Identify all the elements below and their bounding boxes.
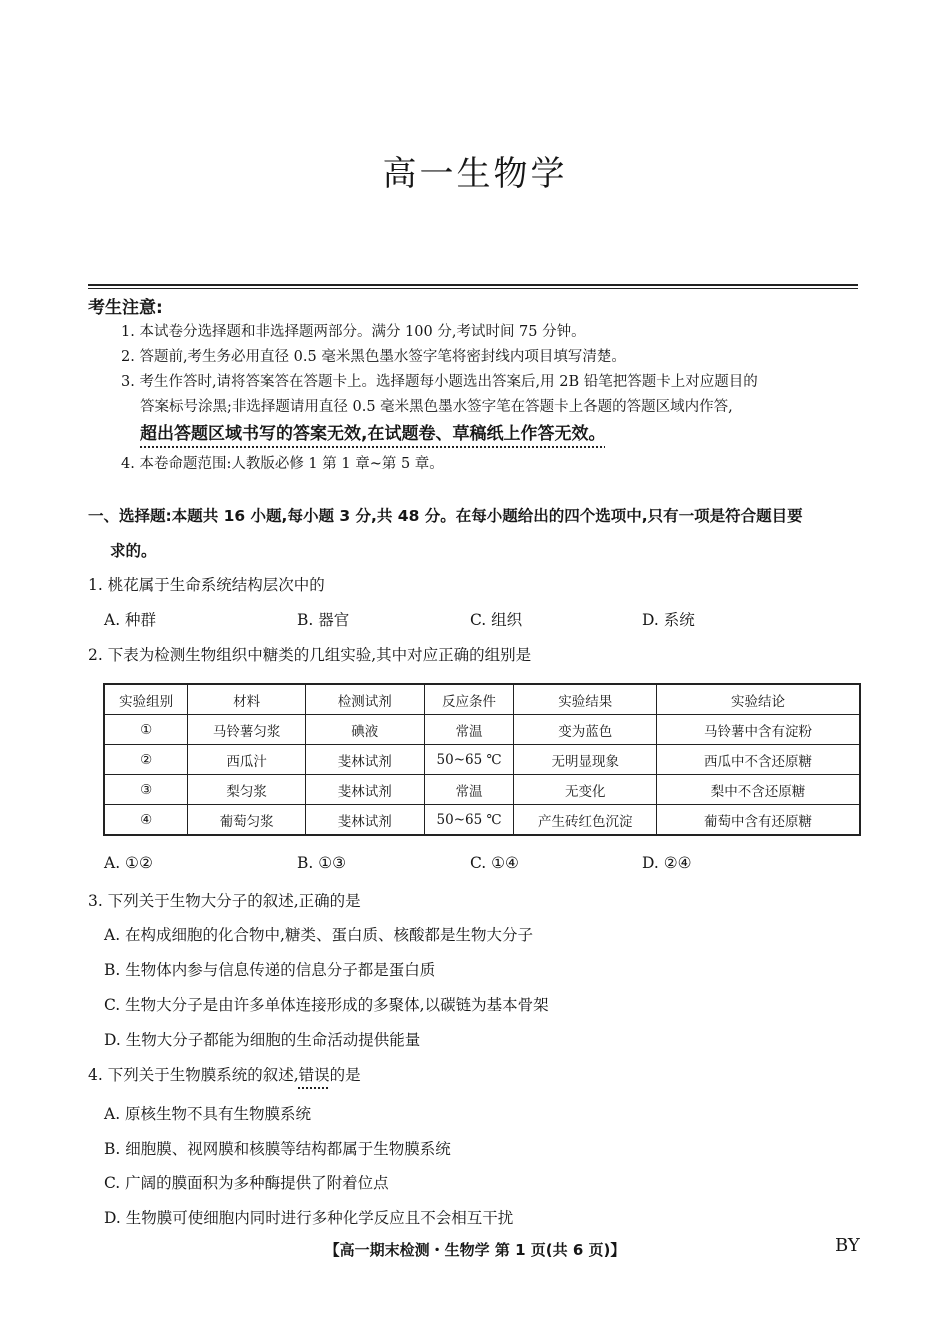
table-cell: 无变化 bbox=[514, 775, 657, 805]
table-cell: 梨匀浆 bbox=[188, 775, 306, 805]
table-header-cell: 实验结论 bbox=[657, 684, 860, 715]
question-4-stem-post: 的是 bbox=[329, 1066, 361, 1084]
notice-line-1: 1. 本试卷分选择题和非选择题两部分。满分 100 分,考试时间 75 分钟。 bbox=[121, 324, 586, 340]
table-header-cell: 反应条件 bbox=[424, 684, 514, 715]
table-cell: ① bbox=[104, 715, 188, 745]
question-4-option-c: C. 广阔的膜面积为多种酶提供了附着位点 bbox=[104, 1174, 389, 1192]
footer-code: BY bbox=[835, 1235, 860, 1256]
question-4-stem-emphasis: 错误 bbox=[298, 1066, 330, 1084]
notice-line-3-cont: 答案标号涂黑;非选择题请用直径 0.5 毫米黑色墨水签字笔在答题卡上各题的答题区域内作答, bbox=[140, 399, 733, 415]
table-row bbox=[104, 715, 860, 745]
question-4-stem bbox=[88, 1063, 361, 1085]
page-footer: 【高一期末检测・生物学 第 1 页(共 6 页)】 bbox=[324, 1241, 626, 1259]
table-cell: 常温 bbox=[424, 715, 514, 745]
question-1-option-d: D. 系统 bbox=[642, 611, 695, 629]
table-row bbox=[104, 745, 860, 775]
section-heading-line2: 求的。 bbox=[110, 542, 157, 560]
emphasis-text: 超出答题区域书写的答案无效,在试题卷、草稿纸上作答无效。 bbox=[140, 424, 606, 444]
page-title: 高一生物学 bbox=[382, 154, 568, 194]
table-cell: ③ bbox=[104, 775, 188, 805]
question-4-stem-pre: 4. 下列关于生物膜系统的叙述, bbox=[88, 1066, 299, 1084]
question-2-option-c: C. ①④ bbox=[470, 854, 519, 872]
table-cell: ④ bbox=[104, 805, 188, 836]
question-2-option-b: B. ①③ bbox=[297, 854, 347, 872]
table-cell: ② bbox=[104, 745, 188, 775]
table-cell: 西瓜汁 bbox=[188, 745, 306, 775]
notice-line-emphasis bbox=[140, 419, 605, 444]
table-header-cell: 实验结果 bbox=[514, 684, 657, 715]
table-cell: 常温 bbox=[424, 775, 514, 805]
question-3-option-b: B. 生物体内参与信息传递的信息分子都是蛋白质 bbox=[104, 961, 436, 979]
question-1-option-c: C. 组织 bbox=[470, 611, 523, 629]
header-rule-thin bbox=[88, 288, 858, 289]
table-cell: 50~65 ℃ bbox=[424, 745, 514, 775]
question-3-stem: 3. 下列关于生物大分子的叙述,正确的是 bbox=[88, 892, 361, 910]
question-3-option-c: C. 生物大分子是由许多单体连接形成的多聚体,以碳链为基本骨架 bbox=[104, 996, 549, 1014]
question-2-option-d: D. ②④ bbox=[642, 854, 692, 872]
table-cell: 无明显现象 bbox=[514, 745, 657, 775]
question-2-stem: 2. 下表为检测生物组织中糖类的几组实验,其中对应正确的组别是 bbox=[88, 646, 532, 664]
question-4-option-a: A. 原核生物不具有生物膜系统 bbox=[104, 1105, 312, 1123]
table-cell: 葡萄中含有还原糖 bbox=[657, 805, 860, 836]
table-cell: 产生砖红色沉淀 bbox=[514, 805, 657, 836]
table-cell: 斐林试剂 bbox=[305, 805, 424, 836]
table-cell: 斐林试剂 bbox=[305, 745, 424, 775]
table-header-cell: 材料 bbox=[188, 684, 306, 715]
question-1-option-a: A. 种群 bbox=[104, 611, 157, 629]
table-row bbox=[104, 805, 860, 836]
notice-line-4: 4. 本卷命题范围:人教版必修 1 第 1 章~第 5 章。 bbox=[121, 456, 444, 472]
question-1-stem: 1. 桃花属于生命系统结构层次中的 bbox=[88, 576, 325, 594]
table-header-cell: 实验组别 bbox=[104, 684, 188, 715]
question-3-option-a: A. 在构成细胞的化合物中,糖类、蛋白质、核酸都是生物大分子 bbox=[104, 926, 533, 944]
table-header-cell: 检测试剂 bbox=[305, 684, 424, 715]
table-cell: 葡萄匀浆 bbox=[188, 805, 306, 836]
question-4-option-b: B. 细胞膜、视网膜和核膜等结构都属于生物膜系统 bbox=[104, 1140, 451, 1158]
table-cell: 西瓜中不含还原糖 bbox=[657, 745, 860, 775]
table-cell: 马铃薯中含有淀粉 bbox=[657, 715, 860, 745]
question-3-option-d: D. 生物大分子都能为细胞的生命活动提供能量 bbox=[104, 1031, 421, 1049]
table-cell: 马铃薯匀浆 bbox=[188, 715, 306, 745]
question-2-option-a: A. ①② bbox=[104, 854, 153, 872]
table-cell: 斐林试剂 bbox=[305, 775, 424, 805]
table-cell: 变为蓝色 bbox=[514, 715, 657, 745]
question-4-option-d: D. 生物膜可使细胞内同时进行多种化学反应且不会相互干扰 bbox=[104, 1209, 514, 1227]
section-heading-line1: 一、选择题:本题共 16 小题,每小题 3 分,共 48 分。在每小题给出的四个选项中,只有一项是符合题目要 bbox=[88, 507, 803, 525]
header-rule-thick bbox=[88, 284, 858, 286]
experiment-table bbox=[103, 683, 861, 836]
notice-title: 考生注意: bbox=[88, 298, 163, 318]
notice-line-2: 2. 答题前,考生务必用直径 0.5 毫米黑色墨水签字笔将密封线内项目填写清楚。 bbox=[121, 349, 626, 365]
table-cell: 碘液 bbox=[305, 715, 424, 745]
question-1-option-b: B. 器官 bbox=[297, 611, 350, 629]
table-cell: 50~65 ℃ bbox=[424, 805, 514, 836]
table-row bbox=[104, 775, 860, 805]
table-header-row bbox=[104, 684, 860, 715]
table-cell: 梨中不含还原糖 bbox=[657, 775, 860, 805]
notice-line-3: 3. 考生作答时,请将答案答在答题卡上。选择题每小题选出答案后,用 2B 铅笔把答题卡上对应题目的 bbox=[121, 374, 758, 390]
